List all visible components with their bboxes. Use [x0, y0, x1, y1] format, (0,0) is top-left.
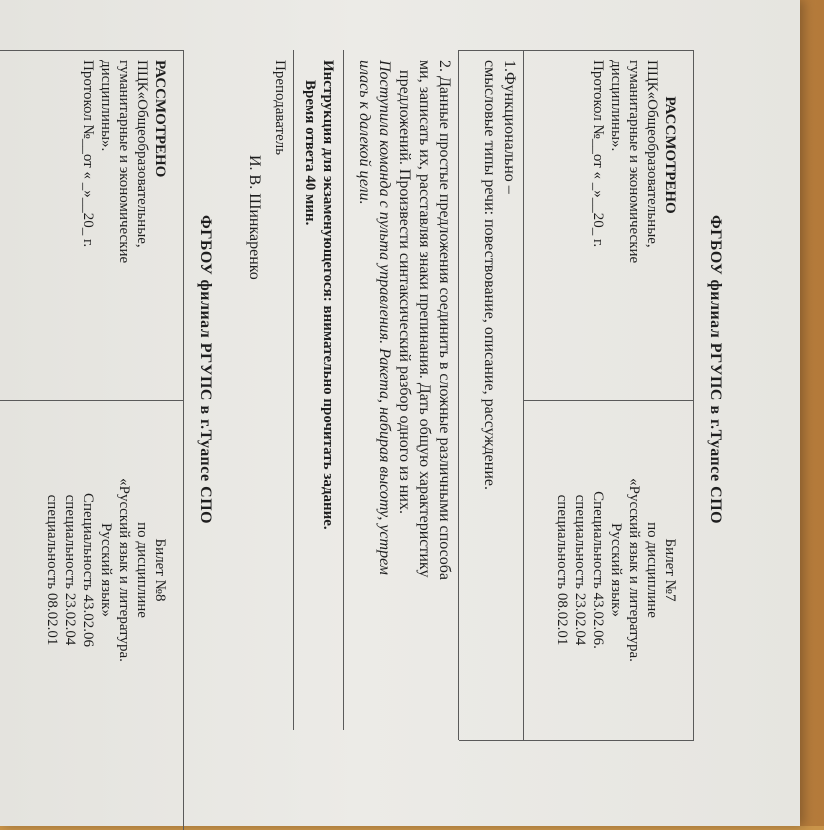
table-divider-vertical: [524, 400, 694, 401]
task-2-line-3: предложений. Произвести синтаксический разбор одного из них.: [396, 70, 413, 514]
ticket-line-3: Русский язык»: [608, 523, 624, 617]
task-2-sentences-line-1: Поступила команда с пульта управления. Ракета, набирая высоту, устрем: [376, 60, 393, 575]
ticket-2-line-3: Русский язык»: [98, 523, 114, 617]
ticket-line-6: специальность 08.02.01: [554, 494, 570, 646]
ticket-2-line-4: Специальность 43.02.06: [80, 492, 96, 648]
answer-time: Время ответа 40 мин.: [302, 80, 318, 226]
task-1-line-2: смысловые типы речи: повествование, описание, рассуждение.: [481, 60, 498, 490]
task-1-line-1: 1.Функционально –: [501, 60, 518, 194]
ticket-2-line-1: по дисциплине: [134, 522, 150, 618]
table-border-bottom: [458, 50, 459, 740]
approved-2-line-3: дисциплины».: [98, 60, 114, 152]
table-border-right: [459, 740, 694, 741]
ticket-2-line-5: специальность 23.02.04: [62, 494, 78, 646]
approved-line-1: ПЦК«Общеобразовательные,: [644, 60, 660, 248]
approved-title: РАССМОТРЕНО: [662, 96, 678, 214]
approved-2-line-2: гуманитарные и экономические: [116, 60, 132, 264]
ticket-line-5: специальность 23.02.04: [572, 494, 588, 646]
table-2-border-top: [183, 50, 184, 830]
table-2-divider-vertical: [0, 400, 184, 401]
task-2-line-2: ми, записать их, расставляя знаки препинания. Дать общую характеристику: [416, 60, 433, 578]
teacher-label: Преподаватель: [272, 60, 288, 156]
task-2-sentences-line-2: илась к далекой цели.: [356, 60, 373, 205]
table-2-border-left: [0, 50, 184, 51]
approved-2-line-4: Протокол №__от « _»__20_ г.: [80, 60, 96, 248]
ticket-line-4: Специальность 43.02.06.: [590, 491, 606, 649]
table-border-left: [459, 50, 694, 51]
approved-line-3: дисциплины».: [608, 60, 624, 152]
ticket-2-title: Билет №8: [152, 538, 168, 602]
table-border-top: [693, 50, 694, 740]
ticket-2-line-2: «Русский язык и литература.: [116, 478, 132, 662]
teacher-name: И. В. Шинкаренко: [246, 155, 263, 280]
ticket-2-line-6: специальность 08.02.01: [44, 494, 60, 646]
org-header-2: ФГБОУ филиал РГУПС в г.Туапсе СПО: [197, 215, 214, 525]
ticket-line-1: по дисциплине: [644, 522, 660, 618]
instruction-separator: [343, 50, 344, 730]
org-header: ФГБОУ филиал РГУПС в г.Туапсе СПО: [707, 215, 724, 525]
teacher-separator: [293, 50, 294, 730]
ticket-title: Билет №7: [662, 538, 678, 602]
approved-line-2: гуманитарные и экономические: [626, 60, 642, 264]
approved-title-2: РАССМОТРЕНО: [152, 60, 168, 178]
table-divider-horizontal: [523, 50, 524, 740]
approved-2-line-1: ПЦК«Общеобразовательные,: [134, 60, 150, 248]
instruction-text: Инструкция для экзаменующегося: внимательно прочитать задание.: [320, 60, 336, 530]
task-2-line-1: 2. Данные простые предложения соединить в сложные различными способа: [436, 60, 453, 580]
ticket-line-2: «Русский язык и литература.: [626, 478, 642, 662]
approved-line-4: Протокол №__от « _»__20_ г.: [590, 60, 606, 248]
